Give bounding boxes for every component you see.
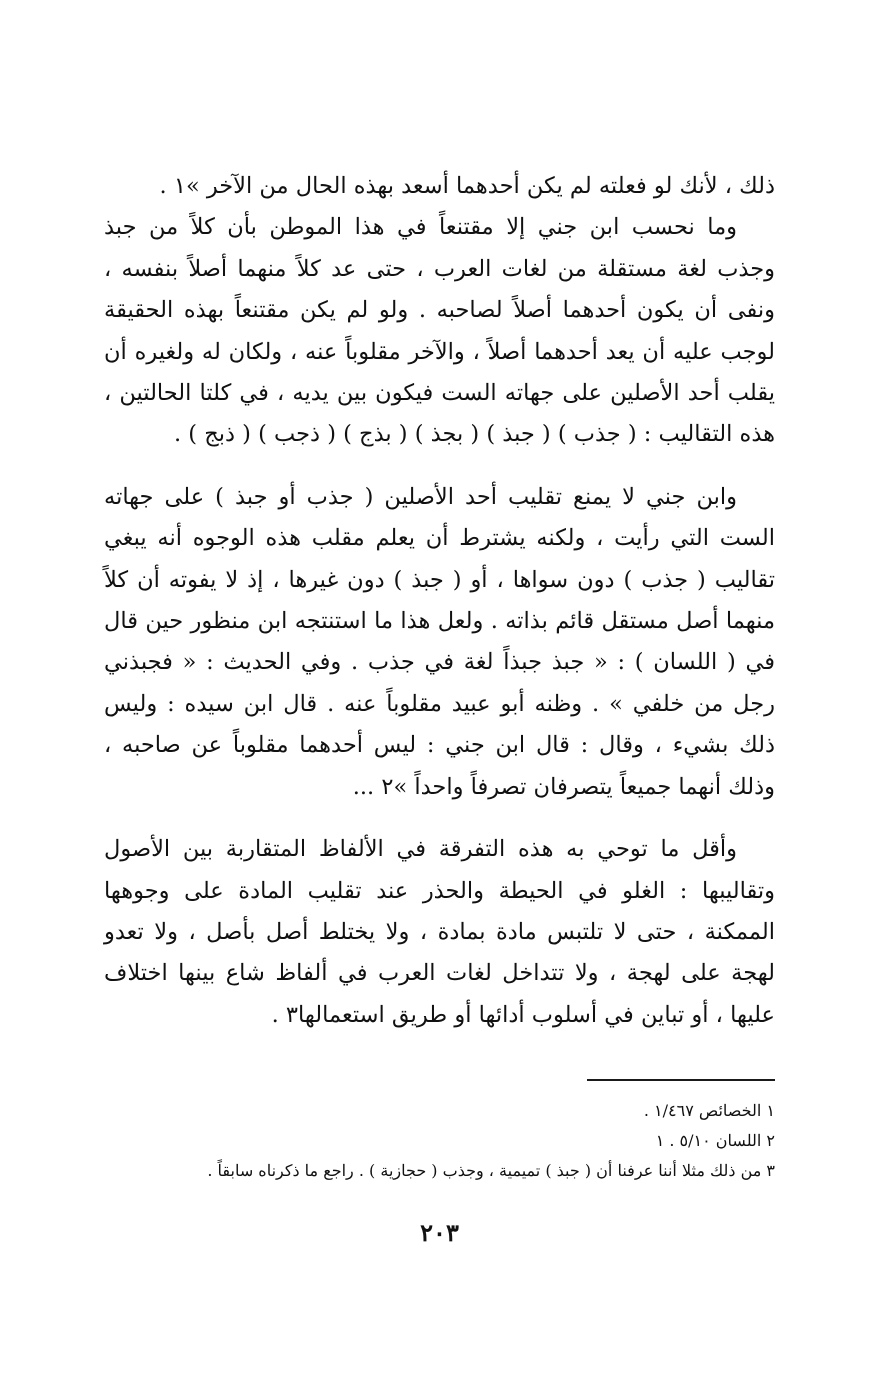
paragraph-conclusion: وأقل ما توحي به هذه التفرقة في الألفاظ المتقاربة بين الأصول وتقاليبها : الغلو في الحيطة والحذر عند تقليب المادة على وجوهها الممكنة ، حتى لا تلتبس مادة بمادة ، ولا يختلط أصل بأصل ، ولا تعدو لهجة على لهجة ، ولا تتداخل لغات العرب في ألفاظ شاع بينها اختلاف عليها ، أو تباين في أسلوب أدائها أو طريق استعمالها٣ .	[104, 836, 775, 1028]
footnotes	[104, 1096, 775, 1186]
footnote-divider	[587, 1079, 775, 1081]
footnote-1: ١ الخصائص ١/٤٦٧ .	[643, 1101, 775, 1120]
footnote-3: ٣ من ذلك مثلا أننا عرفنا أن ( جبذ ) تميمية ، وجذب ( حجازية ) . راجع ما ذكرناه سابقاً .	[207, 1161, 775, 1180]
paragraph-quote-end: ذلك ، لأنك لو فعلته لم يكن أحدهما أسعد بهذه الحال من الآخر »١ .	[159, 173, 775, 199]
footnote-2: ٢ اللسان ٥/١٠ . ١	[655, 1131, 775, 1150]
page-number: ٢٠٣	[420, 1218, 459, 1247]
paragraph-permutations: وابن جني لا يمنع تقليب أحد الأصلين ( جذب أو جبذ ) على جهاته الست التي رأيت ، ولكنه يشترط أن يعلم مقلب هذه الوجوه أنه يبغي تقاليب ( جذب ) دون سواها ، أو ( جبذ ) دون غيرها ، إذ لا يفوته أن كلاً منهما أصل مستقل قائم بذاته . ولعل هذا ما استنتجه ابن منظور حين قال في ( اللسان ) : « جبذ جبذاً لغة في جذب . وفي الحديث : « فجبذني رجل من خلفي » . وظنه أبو عبيد مقلوباً عنه . قال ابن سيده : وليس ذلك بشيء ، وقال : قال ابن جني : ليس أحدهما مقلوباً عن صاحبه ، وذلك أنهما جميعاً يتصرفان تصرفاً واحداً »٢ ...	[104, 483, 775, 800]
main-text	[104, 166, 775, 1036]
paragraph-ibn-jinni-belief: وما نحسب ابن جني إلا مقتنعاً في هذا الموطن بأن كلاً من جبذ وجذب لغة مستقلة من لغات العرب ، حتى عد كلاً منهما أصلاً بنفسه ، ونفى أن يكون أحدهما أصلاً لصاحبه . ولو لم يكن مقتنعاً بهذه الحقيقة لوجب عليه أن يعد أحدهما أصلاً ، والآخر مقلوباً عنه ، ولكان له ولغيره أن يقلب أحد الأصلين على جهاته الست فيكون بين يديه ، في كلتا الحالتين ، هذه التقاليب : ( جذب ) ( جبذ ) ( بجذ ) ( بذج ) ( ذجب ) ( ذبج ) .	[104, 214, 775, 448]
